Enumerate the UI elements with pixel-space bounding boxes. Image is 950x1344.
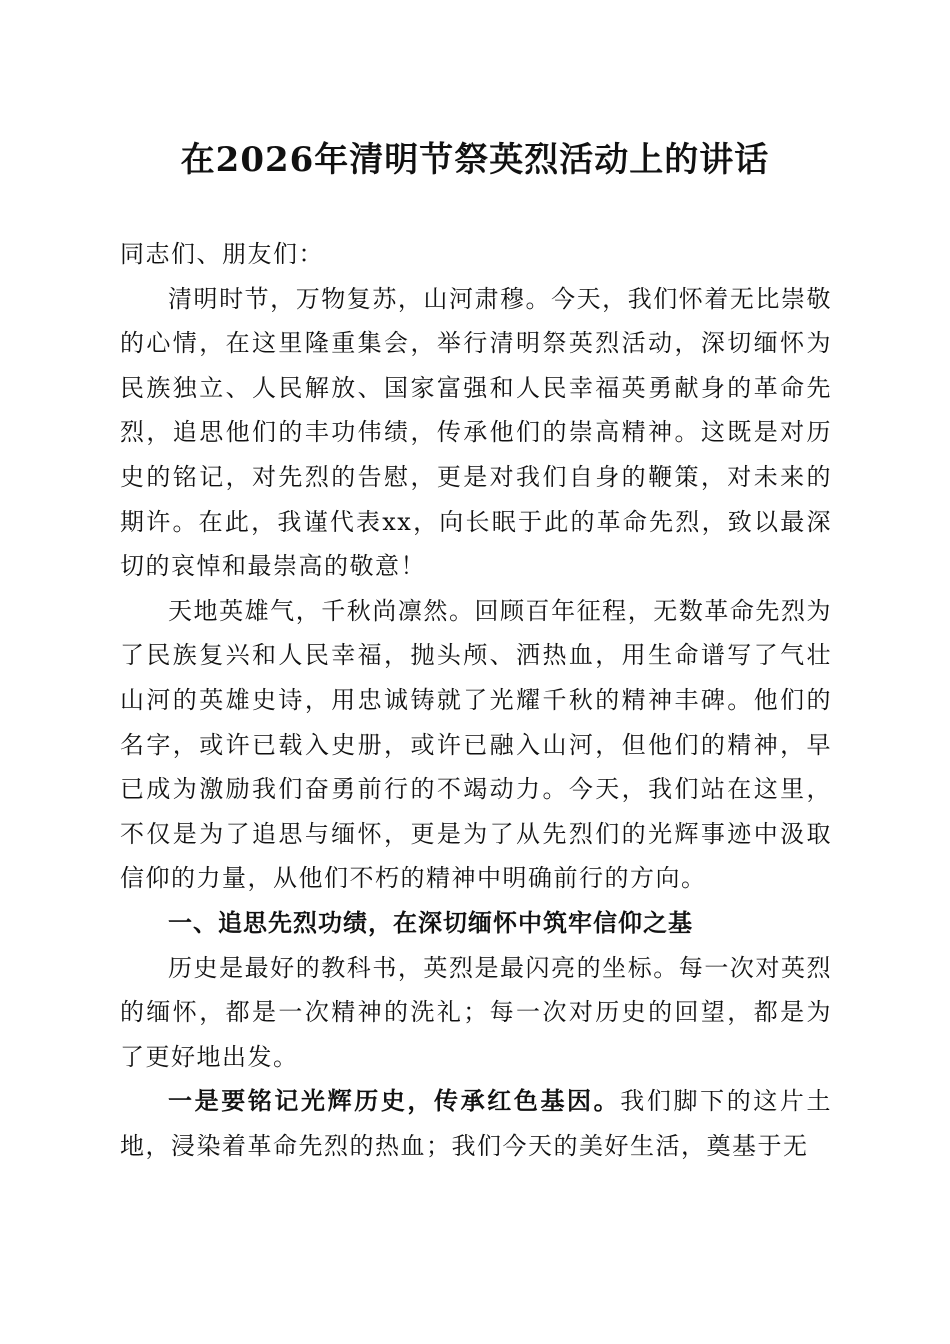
point-text: 我们脚下的这片土地，浸染着革命先烈的热血；我们今天的美好生活，奠基于无 xyxy=(120,1087,833,1160)
point-paragraph xyxy=(120,1079,832,1168)
document-body xyxy=(120,232,832,1168)
paragraph: 历史是最好的教科书，英烈是最闪亮的坐标。每一次对英烈的缅怀，都是一次精神的洗礼；每一次对历史的回望，都是为了更好地出发。 xyxy=(120,953,832,1071)
paragraph: 清明时节，万物复苏，山河肃穆。今天，我们怀着无比崇敬的心情，在这里隆重集会，举行清明祭英烈活动，深切缅怀为民族独立、人民解放、国家富强和人民幸福英勇献身的革命先烈，追思他们的丰功伟绩，传承他们的崇高精神。这既是对历史的铭记，对先烈的告慰，更是对我们自身的鞭策，对未来的期许。在此，我谨代表xx，向长眠于此的革命先烈，致以最深切的哀悼和最崇高的敬意！ xyxy=(120,284,832,581)
point-lead: 一是要铭记光辉历史，传承红色基因。 xyxy=(168,1086,621,1116)
document-title: 在2026年清明节祭英烈活动上的讲话 xyxy=(180,140,770,180)
section-heading: 一、追思先烈功绩，在深切缅怀中筑牢信仰之基 xyxy=(168,908,693,937)
paragraph: 天地英雄气，千秋尚凛然。回顾百年征程，无数革命先烈为了民族复兴和人民幸福，抛头颅、洒热血，用生命谱写了气壮山河的英雄史诗，用忠诚铸就了光耀千秋的精神丰碑。他们的名字，或许已载入史册，或许已融入山河，但他们的精神，早已成为激励我们奋勇前行的不竭动力。今天，我们站在这里，不仅是为了追思与缅怀，更是为了从先烈们的光辉事迹中汲取信仰的力量，从他们不朽的精神中明确前行的方向。 xyxy=(120,596,832,893)
greeting: 同志们、朋友们： xyxy=(120,240,324,268)
